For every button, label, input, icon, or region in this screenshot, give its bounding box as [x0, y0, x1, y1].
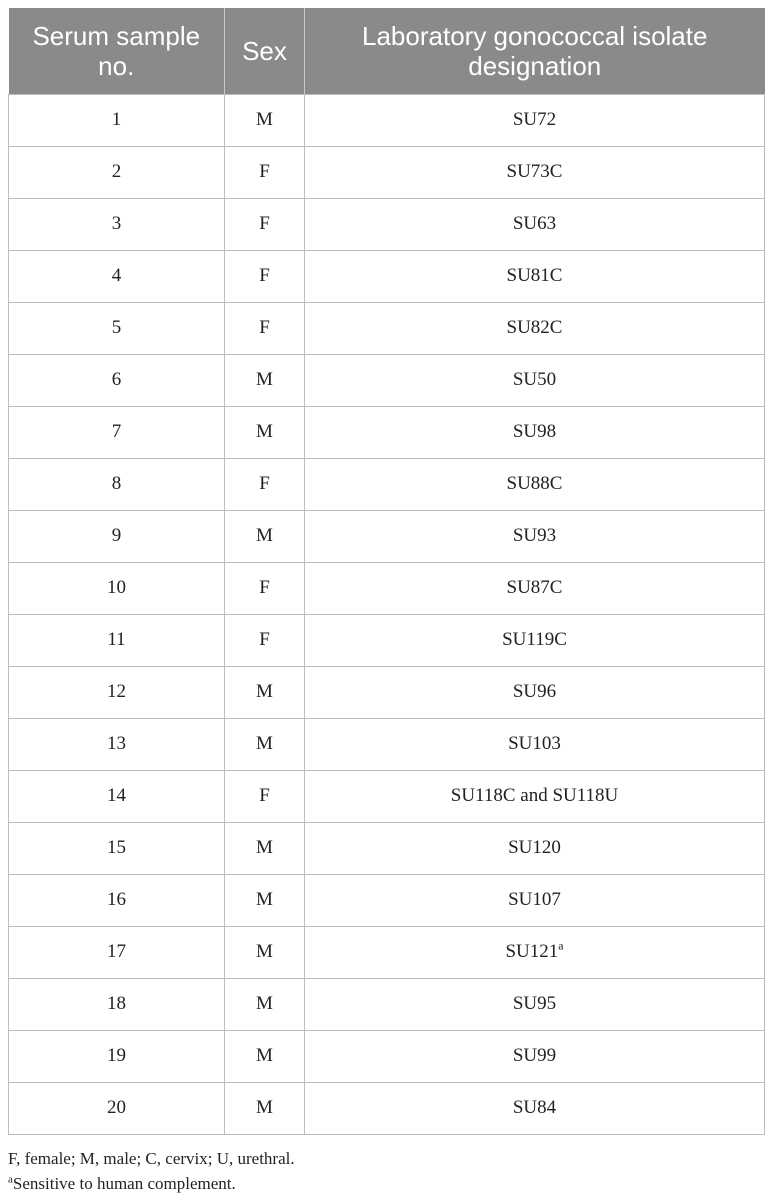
table-row [9, 562, 765, 614]
cell-sex: F [225, 146, 305, 198]
isolate-label: SU81C [506, 265, 563, 286]
table-row [9, 146, 765, 198]
cell-isolate [305, 770, 765, 822]
cell-sample-no: 19 [9, 1030, 225, 1082]
table-row [9, 666, 765, 718]
isolate-label: SU121 [505, 941, 559, 962]
cell-sample-no: 18 [9, 978, 225, 1030]
cell-sample-no: 1 [9, 94, 225, 146]
table-row [9, 406, 765, 458]
isolate-label: SU95 [512, 993, 557, 1014]
cell-sex: F [225, 302, 305, 354]
table-row [9, 302, 765, 354]
footnote-marker: a [8, 1173, 13, 1186]
cell-sample-no: 3 [9, 198, 225, 250]
cell-isolate [305, 302, 765, 354]
cell-sample-no: 6 [9, 354, 225, 406]
table-row [9, 94, 765, 146]
cell-sex: F [225, 198, 305, 250]
cell-isolate [305, 458, 765, 510]
table-row [9, 822, 765, 874]
cell-sex: M [225, 510, 305, 562]
table-row [9, 1030, 765, 1082]
cell-sex: M [225, 822, 305, 874]
isolate-label: SU103 [508, 733, 561, 754]
footnote-abbreviations: F, female; M, male; C, cervix; U, urethral. [8, 1149, 295, 1168]
cell-sample-no: 17 [9, 926, 225, 978]
isolate-label: SU118C and SU118U [450, 785, 619, 806]
table-row [9, 250, 765, 302]
cell-sex: M [225, 1082, 305, 1134]
isolate-label: SU99 [512, 1045, 557, 1066]
isolate-table [8, 8, 765, 1135]
cell-sex: M [225, 1030, 305, 1082]
cell-sex: F [225, 250, 305, 302]
header-serum-sample-no: Serum sample no. [9, 8, 225, 94]
table-row [9, 510, 765, 562]
cell-sex: M [225, 94, 305, 146]
footnote-text: Sensitive to human complement. [12, 1174, 236, 1193]
table-header [9, 8, 765, 94]
cell-isolate [305, 822, 765, 874]
cell-sex: M [225, 926, 305, 978]
isolate-label: SU72 [512, 109, 557, 130]
header-isolate-designation: Laboratory gonococcal isolate designation [305, 8, 765, 94]
cell-isolate [305, 926, 765, 978]
isolate-label: SU120 [508, 837, 561, 858]
cell-sample-no: 14 [9, 770, 225, 822]
cell-sample-no: 9 [9, 510, 225, 562]
table-footnotes [8, 1146, 764, 1196]
table-row [9, 614, 765, 666]
cell-isolate [305, 874, 765, 926]
isolate-label: SU50 [512, 369, 557, 390]
isolate-label: SU73C [506, 161, 563, 182]
isolate-label: SU119C [502, 629, 567, 650]
table-row [9, 458, 765, 510]
cell-sample-no: 5 [9, 302, 225, 354]
cell-sample-no: 20 [9, 1082, 225, 1134]
cell-sex: M [225, 978, 305, 1030]
cell-isolate [305, 198, 765, 250]
footnote-ref: a [558, 938, 564, 953]
isolate-label: SU63 [512, 213, 557, 234]
isolate-label: SU96 [512, 681, 557, 702]
table-row [9, 926, 765, 978]
cell-isolate [305, 510, 765, 562]
cell-sample-no: 12 [9, 666, 225, 718]
cell-sample-no: 4 [9, 250, 225, 302]
isolate-label: SU87C [506, 577, 563, 598]
isolate-label: SU107 [508, 889, 561, 910]
table-row [9, 354, 765, 406]
cell-sample-no: 16 [9, 874, 225, 926]
cell-isolate [305, 1030, 765, 1082]
cell-sex: F [225, 614, 305, 666]
cell-sample-no: 2 [9, 146, 225, 198]
isolate-label: SU82C [506, 317, 563, 338]
cell-sex: F [225, 562, 305, 614]
table-row [9, 874, 765, 926]
table-row [9, 978, 765, 1030]
cell-sample-no: 8 [9, 458, 225, 510]
cell-isolate [305, 1082, 765, 1134]
cell-isolate [305, 614, 765, 666]
cell-sex: M [225, 874, 305, 926]
isolate-label: SU88C [506, 473, 563, 494]
cell-sample-no: 13 [9, 718, 225, 770]
header-row [9, 8, 765, 94]
cell-sex: M [225, 406, 305, 458]
isolate-label: SU98 [512, 421, 557, 442]
cell-isolate [305, 250, 765, 302]
cell-isolate [305, 146, 765, 198]
table-row [9, 770, 765, 822]
cell-sex: M [225, 354, 305, 406]
cell-isolate [305, 562, 765, 614]
cell-sample-no: 7 [9, 406, 225, 458]
cell-sex: M [225, 718, 305, 770]
cell-isolate [305, 666, 765, 718]
table-row [9, 1082, 765, 1134]
cell-isolate [305, 718, 765, 770]
cell-sample-no: 15 [9, 822, 225, 874]
table-row [9, 198, 765, 250]
isolate-label: SU84 [512, 1097, 557, 1118]
cell-isolate [305, 978, 765, 1030]
footnote-a [8, 1171, 764, 1196]
cell-sex: F [225, 770, 305, 822]
cell-isolate [305, 406, 765, 458]
header-sex: Sex [225, 8, 305, 94]
cell-isolate [305, 354, 765, 406]
isolate-label: SU93 [512, 525, 557, 546]
cell-sample-no: 10 [9, 562, 225, 614]
cell-sample-no: 11 [9, 614, 225, 666]
cell-sex: F [225, 458, 305, 510]
table-row [9, 718, 765, 770]
table-body [9, 94, 765, 1134]
cell-isolate [305, 94, 765, 146]
cell-sex: M [225, 666, 305, 718]
